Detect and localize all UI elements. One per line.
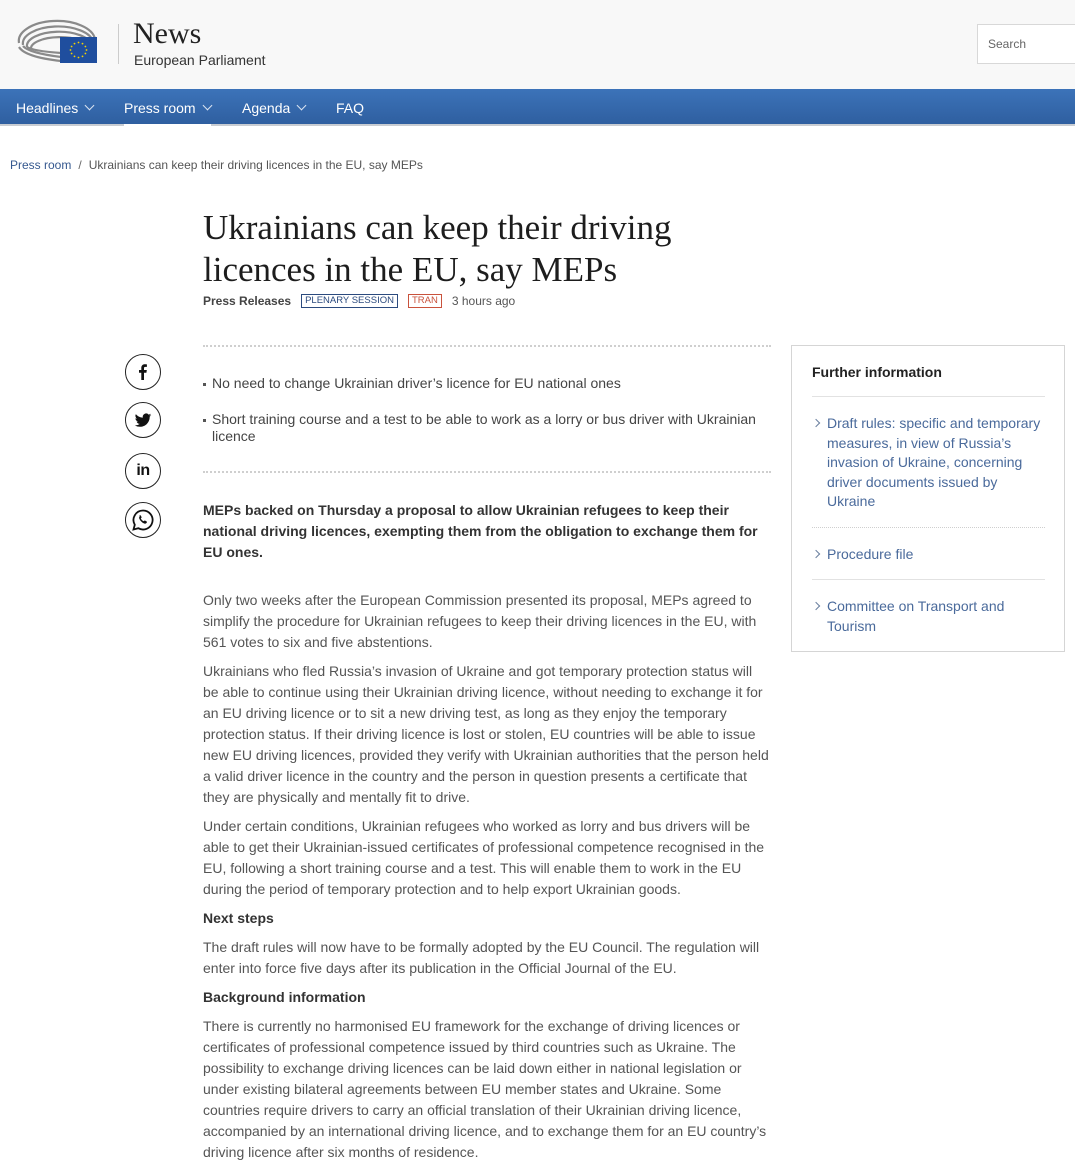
nav-item-headlines[interactable] — [16, 89, 93, 126]
chevron-down-icon — [202, 100, 212, 110]
link-draft-rules[interactable] — [813, 414, 1048, 512]
search-input[interactable] — [978, 25, 1075, 63]
panel-divider — [812, 527, 1045, 528]
breadcrumb-separator: / — [78, 158, 82, 172]
brand-subtitle: European Parliament — [134, 52, 266, 68]
share-twitter-button[interactable] — [125, 402, 161, 438]
article-paragraph: Under certain conditions, Ukrainian refugees who worked as lorry and bus drivers will be able to get their Ukrainian-issued certificates of professional competence recognised in the EU, following a short training course and a test. This will enable them to work in the EU during the period of temporary protection and to help export Ukrainian goods. — [203, 818, 765, 897]
nav-item-label: Agenda — [242, 99, 291, 116]
further-information-panel — [791, 345, 1065, 652]
nav-item-press-room[interactable] — [124, 89, 211, 126]
share-facebook-button[interactable] — [125, 354, 161, 390]
panel-divider — [812, 579, 1045, 580]
article-meta — [203, 294, 515, 308]
link-label: Draft rules: specific and temporary measures, in view of Russia’s invasion of Ukraine, concerning driver documents issued by Ukraine — [827, 415, 1041, 509]
nav-item-label: Press room — [124, 99, 196, 116]
linkedin-icon: in — [136, 462, 150, 479]
logo-divider — [118, 24, 119, 64]
publish-time: 3 hours ago — [451, 294, 516, 308]
chevron-down-icon — [297, 100, 307, 110]
highlights-divider-top — [203, 345, 771, 347]
link-committee-transport-tourism[interactable] — [813, 597, 1048, 636]
link-label: Committee on Transport and Tourism — [827, 598, 1005, 634]
link-label: Procedure file — [827, 546, 914, 562]
chevron-right-icon — [812, 602, 820, 610]
whatsapp-icon — [131, 508, 155, 532]
next-steps-text: The draft rules will now have to be formally adopted by the EU Council. The regulation will enter into force five days after its publication in the Official Journal of the EU. — [203, 939, 760, 976]
twitter-icon — [134, 411, 152, 429]
breadcrumb — [10, 158, 423, 172]
nav-item-agenda[interactable] — [242, 89, 305, 126]
breadcrumb-press-room-link[interactable]: Press room — [10, 158, 72, 172]
background-text: There is currently no harmonised EU framework for the exchange of driving licences or certificates of professional competence issued by third countries such as Ukraine. The possibility to exchange driving licences can be laid down either in national legislation or under existing bilateral agreements between EU member states and Ukraine. Some countries require drivers to carry an official translation of their Ukrainian driving licence, accompanied by an international driving licence, and to exchange them for an EU country’s driving licence after six months of residence. — [203, 1018, 767, 1160]
facebook-icon — [133, 362, 153, 382]
article-type[interactable]: Press Releases — [203, 294, 292, 308]
brand-title[interactable]: News — [133, 17, 202, 50]
background-heading: Background information — [203, 989, 366, 1005]
nav-item-faq[interactable] — [336, 89, 364, 126]
breadcrumb-current: Ukrainians can keep their driving licences in the EU, say MEPs — [88, 158, 423, 172]
search-box[interactable] — [977, 24, 1075, 64]
further-information-title: Further information — [812, 364, 942, 380]
european-parliament-logo[interactable] — [15, 17, 99, 65]
article-paragraph: Ukrainians who fled Russia’s invasion of Ukraine and got temporary protection status will be able to continue using their Ukrainian driving licence, without needing to exchange it for an EU driving licence or to sit a new driving test, as long as they enjoy the temporary protection status. If their driving licence is lost or stolen, EU countries will be able to issue new EU driving licences, provided they verify with Ukrainian authorities that the person held a valid driver licence in the country and the person in question presents a certificate that they are physically and mentally fit to drive. — [203, 663, 769, 805]
chevron-down-icon — [85, 100, 95, 110]
link-procedure-file[interactable] — [813, 545, 1048, 565]
nav-item-label: FAQ — [336, 99, 365, 116]
share-linkedin-button[interactable] — [125, 453, 161, 489]
main-nav — [0, 89, 1075, 126]
site-header — [0, 0, 1075, 89]
highlights-divider-bottom — [203, 471, 771, 473]
panel-divider — [812, 396, 1045, 397]
highlight-item: No need to change Ukrainian driver’s licence for EU national ones — [203, 375, 763, 392]
article-lead: MEPs backed on Thursday a proposal to allow Ukrainian refugees to keep their national driving licences, exempting them from the obligation to exchange them for EU ones. — [203, 502, 758, 560]
chevron-right-icon — [812, 550, 820, 558]
highlight-item: Short training course and a test to be able to work as a lorry or bus driver with Ukrainian licence — [203, 411, 763, 445]
share-whatsapp-button[interactable] — [125, 502, 161, 538]
tag-plenary-session[interactable]: PLENARY SESSION — [301, 294, 398, 308]
chevron-right-icon — [812, 419, 820, 427]
next-steps-heading: Next steps — [203, 910, 274, 926]
nav-item-label: Headlines — [16, 99, 79, 116]
tag-tran[interactable]: TRAN — [408, 294, 442, 308]
article-paragraph: Only two weeks after the European Commission presented its proposal, MEPs agreed to simplify the procedure for Ukrainian refugees to keep their driving licences in the EU, with 561 votes to six and five abstentions. — [203, 592, 757, 650]
article-title: Ukrainians can keep their driving licences in the EU, say MEPs — [203, 208, 672, 289]
